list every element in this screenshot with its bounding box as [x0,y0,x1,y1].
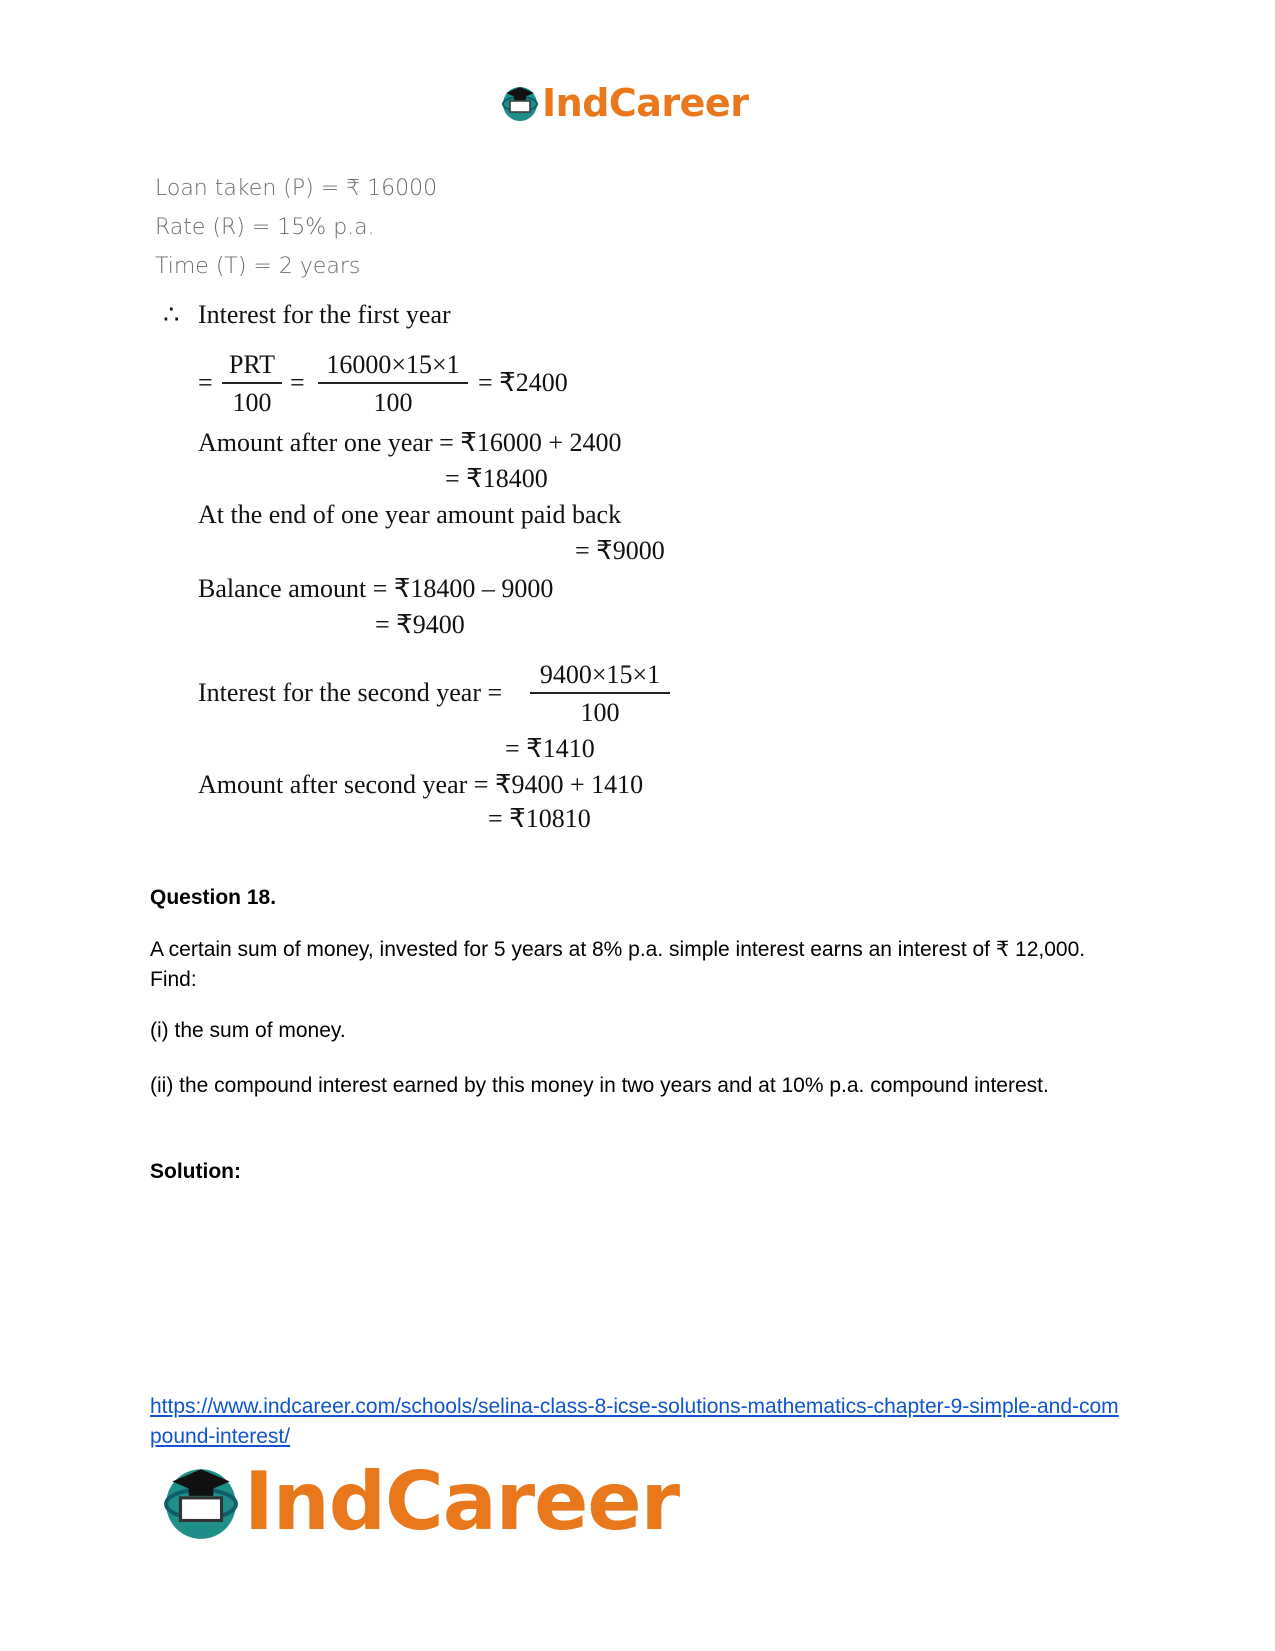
question-part-2: (ii) the compound interest earned by this money in two years and at 10% p.a. compound interest. [150,1074,1049,1097]
given-principal: Loan taken (P) = ₹ 16000 [155,176,438,201]
equals-sign: = [290,368,305,397]
fraction-numerator: 9400×15×1 [539,660,661,689]
fraction-denominator: 100 [232,388,272,417]
first-interest-value: = ₹2400 [478,368,568,397]
header-logo [500,78,748,128]
globe-graduation-cap-icon [160,1461,242,1543]
paid-back-value: = ₹9000 [575,536,665,565]
given-rate: Rate (R) = 15% p.a. [155,215,375,240]
question-part-1: (i) the sum of money. [150,1019,346,1042]
globe-graduation-cap-icon [500,83,540,123]
fraction-bar [530,692,670,694]
fraction-prt-over-100 [222,350,282,418]
fraction-bar [318,382,468,384]
paid-back-label: At the end of one year amount paid back [198,500,622,529]
source-link[interactable]: https://www.indcareer.com/schools/selina-class-8-icse-solutions-mathematics-chapter-9-simple-and-compound-interest/ [150,1395,1119,1448]
balance-result: = ₹9400 [375,610,465,639]
second-interest-value: = ₹1410 [505,734,595,763]
fraction-denominator: 100 [373,388,413,417]
fraction-first-interest [318,350,468,418]
fraction-numerator: PRT [228,350,276,379]
fraction-second-interest [530,660,670,728]
question-text: A certain sum of money, invested for 5 years at 8% p.a. simple interest earns an interest of ₹ 12,000. Find: [150,938,1086,991]
amount-second-year: Amount after second year = ₹9400 + 1410 [198,770,644,799]
fraction-bar [222,382,282,384]
amount-one-year-result: = ₹18400 [445,464,548,493]
solution-heading: Solution: [150,1160,241,1183]
logo-text: IndCareer [244,1455,680,1548]
given-time: Time (T) = 2 years [155,254,361,279]
amount-one-year: Amount after one year = ₹16000 + 2400 [198,428,622,457]
logo-text: IndCareer [542,81,749,125]
fraction-numerator: 16000×15×1 [326,350,460,379]
fraction-denominator: 100 [580,698,620,727]
question-heading: Question 18. [150,886,277,909]
second-interest-label: Interest for the second year = [198,678,503,707]
footer-logo [160,1455,679,1548]
amount-second-year-result: = ₹10810 [488,804,591,833]
therefore-symbol: ∴ [163,300,180,329]
balance-amount: Balance amount = ₹18400 – 9000 [198,574,554,603]
equals-sign: = [198,368,213,397]
first-interest-label: Interest for the first year [198,300,451,329]
